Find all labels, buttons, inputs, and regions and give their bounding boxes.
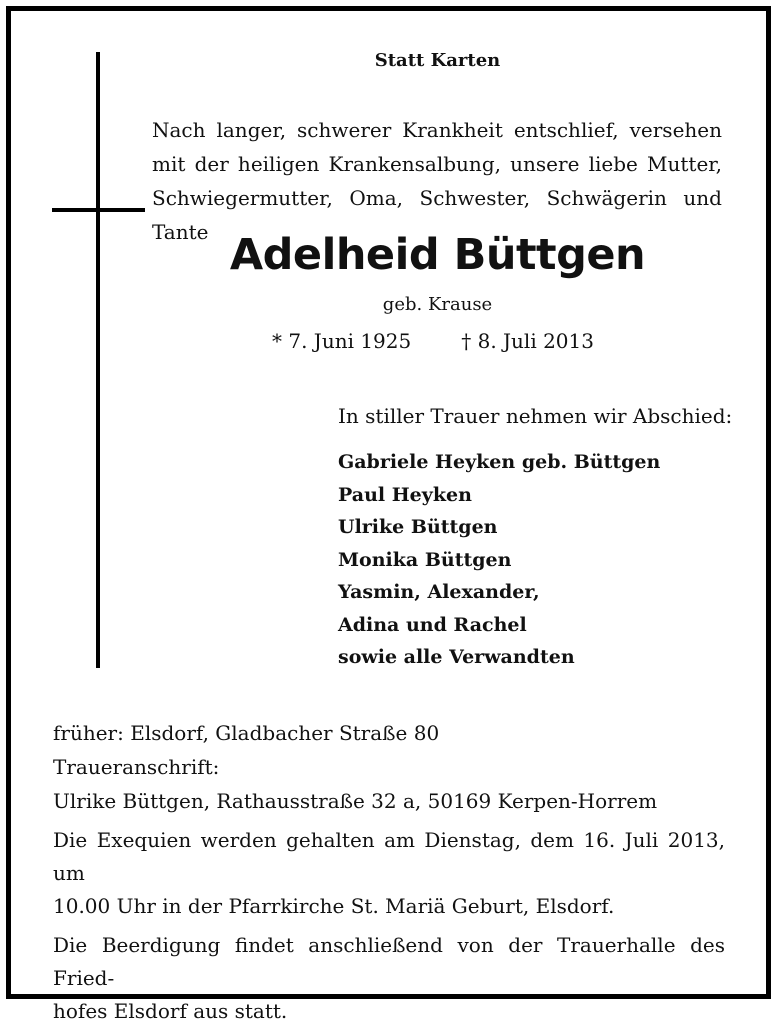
notice-footer: [53, 716, 725, 1028]
cross-vertical-bar: [96, 52, 100, 668]
burial-paragraph: [53, 929, 725, 1028]
maiden-name: geb. Krause: [382, 294, 493, 315]
mourning-intro: In stiller Trauer nehmen wir Abschied:: [338, 404, 733, 428]
mourner-name: Yasmin, Alexander,: [338, 581, 540, 603]
mourner-name: Adina und Rachel: [338, 613, 527, 636]
exequies-line: Die Exequien werden gehalten am Dienstag, dem 16. Juli 2013, um: [53, 828, 725, 885]
mourner-name: Monika Büttgen: [338, 548, 512, 571]
cross-horizontal-bar: [52, 208, 145, 212]
intro-line: mit der heiligen Krankensalbung, unsere liebe Mutter,: [152, 152, 722, 176]
intro-line: Schwiegermutter, Oma, Schwester, Schwägerin und Tante: [152, 186, 722, 244]
mourners-list: [338, 446, 660, 674]
burial-line: hofes Elsdorf aus statt.: [53, 999, 288, 1023]
birth-date: * 7. Juni 1925: [272, 329, 412, 353]
exequies-paragraph: [53, 824, 725, 923]
former-address: früher: Elsdorf, Gladbacher Straße 80: [53, 721, 440, 745]
mourner-name: sowie alle Verwandten: [338, 646, 575, 668]
notice-header: Statt Karten: [374, 50, 501, 71]
mourner-name: Ulrike Büttgen: [338, 516, 498, 538]
mourning-address-label: Traueranschrift:: [53, 755, 220, 779]
life-dates: [272, 329, 594, 353]
intro-text: [152, 113, 722, 249]
exequies-line: 10.00 Uhr in der Pfarrkirche St. Mariä Geburt, Elsdorf.: [53, 894, 615, 918]
deceased-name: Adelheid Büttgen: [229, 230, 646, 280]
death-date: † 8. Juli 2013: [461, 329, 594, 353]
mourning-address: Ulrike Büttgen, Rathausstraße 32 a, 50169 Kerpen-Horrem: [53, 789, 658, 813]
intro-line: Nach langer, schwerer Krankheit entschlief, versehen: [152, 118, 722, 142]
mourner-name: Gabriele Heyken geb. Büttgen: [338, 451, 661, 473]
burial-line: Die Beerdigung findet anschließend von der Trauerhalle des Fried-: [53, 933, 725, 990]
mourner-name: Paul Heyken: [338, 483, 472, 506]
